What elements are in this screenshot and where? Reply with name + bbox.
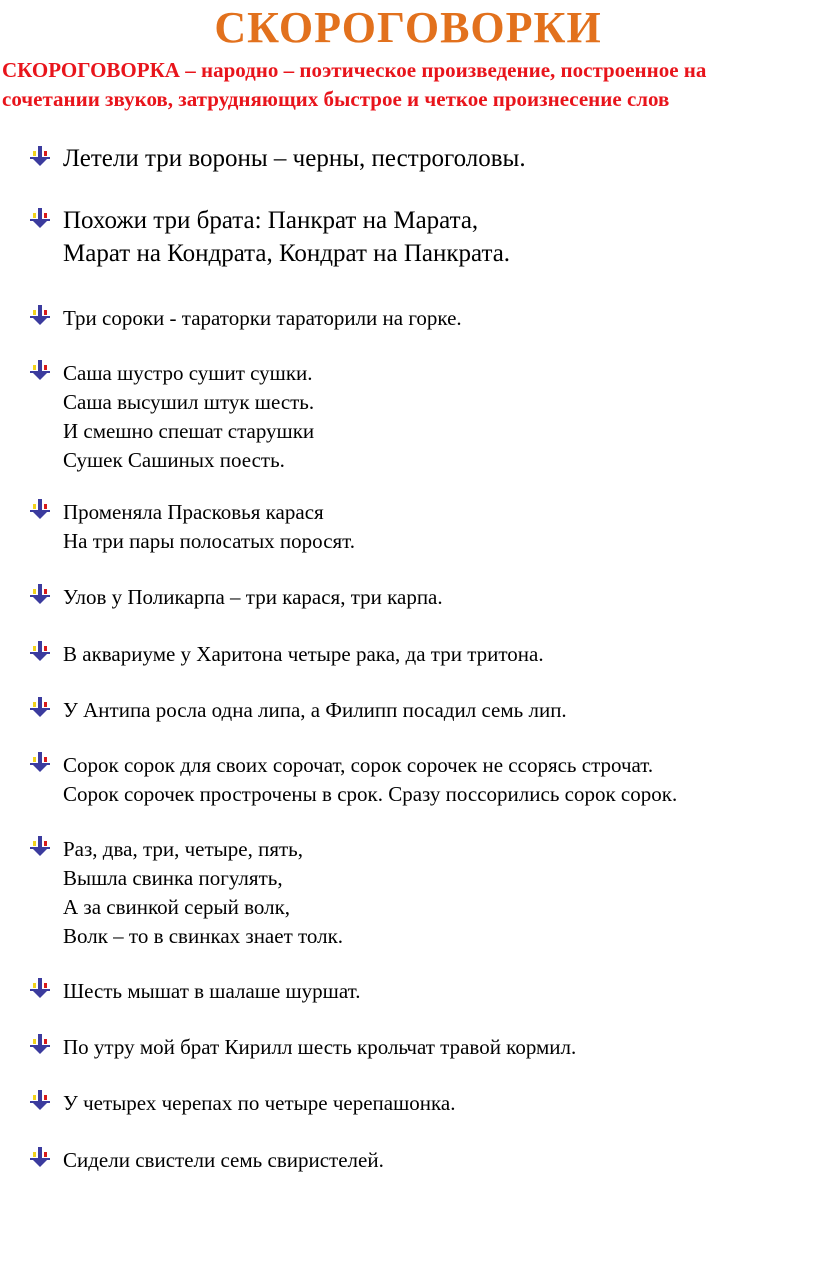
item-line: Вышла свинка погулять, <box>63 866 283 890</box>
item-line: Сорок сорочек прострочены в срок. Сразу поссорились сорок сорок. <box>63 782 678 806</box>
item-line: Променяла Прасковья карася <box>63 500 324 524</box>
down-arrow-bullet-icon <box>28 583 52 605</box>
item-line: Три сороки - тараторки тараторили на горке. <box>63 306 462 330</box>
item-line: И смешно спешат старушки <box>63 419 315 443</box>
item-line: Летели три вороны – черны, пестроголовы. <box>63 145 526 172</box>
down-arrow-bullet-icon <box>28 1146 52 1168</box>
down-arrow-bullet-icon <box>28 145 52 167</box>
item-line: У четырех черепах по четыре черепашонка. <box>63 1091 456 1115</box>
down-arrow-bullet-icon <box>28 751 52 773</box>
item-line: Волк – то в свинках знает толк. <box>63 924 344 948</box>
down-arrow-bullet-icon <box>28 1089 52 1111</box>
item-line: На три пары полосатых поросят. <box>63 529 356 553</box>
down-arrow-bullet-icon <box>28 640 52 662</box>
definition <box>2 56 816 114</box>
item-line: Похожи три брата: Панкрат на Марата, <box>63 207 479 234</box>
item-line: В аквариуме у Харитона четыре рака, да три тритона. <box>63 642 544 666</box>
item-line: По утру мой брат Кирилл шесть крольчат травой кормил. <box>63 1035 577 1059</box>
item-line: Марат на Кондрата, Кондрат на Панкрата. <box>63 240 511 267</box>
item-line: Шесть мышат в шалаше шуршат. <box>63 979 361 1003</box>
definition-line-1: СКОРОГОВОРКА – народно – поэтическое произведение, построенное на <box>2 58 707 82</box>
down-arrow-bullet-icon <box>28 977 52 999</box>
item-line: Сушек Сашиных поесть. <box>63 448 285 472</box>
down-arrow-bullet-icon <box>28 304 52 326</box>
down-arrow-bullet-icon <box>28 207 52 229</box>
down-arrow-bullet-icon <box>28 359 52 381</box>
page-title: СКОРОГОВОРКИ <box>214 3 602 52</box>
item-line: Саша шустро сушит сушки. <box>63 361 313 385</box>
item-line: У Антипа росла одна липа, а Филипп посадил семь лип. <box>63 698 567 722</box>
down-arrow-bullet-icon <box>28 1033 52 1055</box>
item-line: Сорок сорок для своих сорочат, сорок сорочек не ссорясь строчат. <box>63 753 654 777</box>
definition-line-2: сочетании звуков, затрудняющих быстрое и четкое произнесение слов <box>2 87 670 111</box>
item-line: Улов у Поликарпа – три карася, три карпа. <box>63 585 443 609</box>
down-arrow-bullet-icon <box>28 696 52 718</box>
item-line: Саша высушил штук шесть. <box>63 390 315 414</box>
down-arrow-bullet-icon <box>28 835 52 857</box>
down-arrow-bullet-icon <box>28 498 52 520</box>
item-line: А за свинкой серый волк, <box>63 895 291 919</box>
item-line: Сидели свистели семь свиристелей. <box>63 1148 384 1172</box>
item-line: Раз, два, три, четыре, пять, <box>63 837 304 861</box>
